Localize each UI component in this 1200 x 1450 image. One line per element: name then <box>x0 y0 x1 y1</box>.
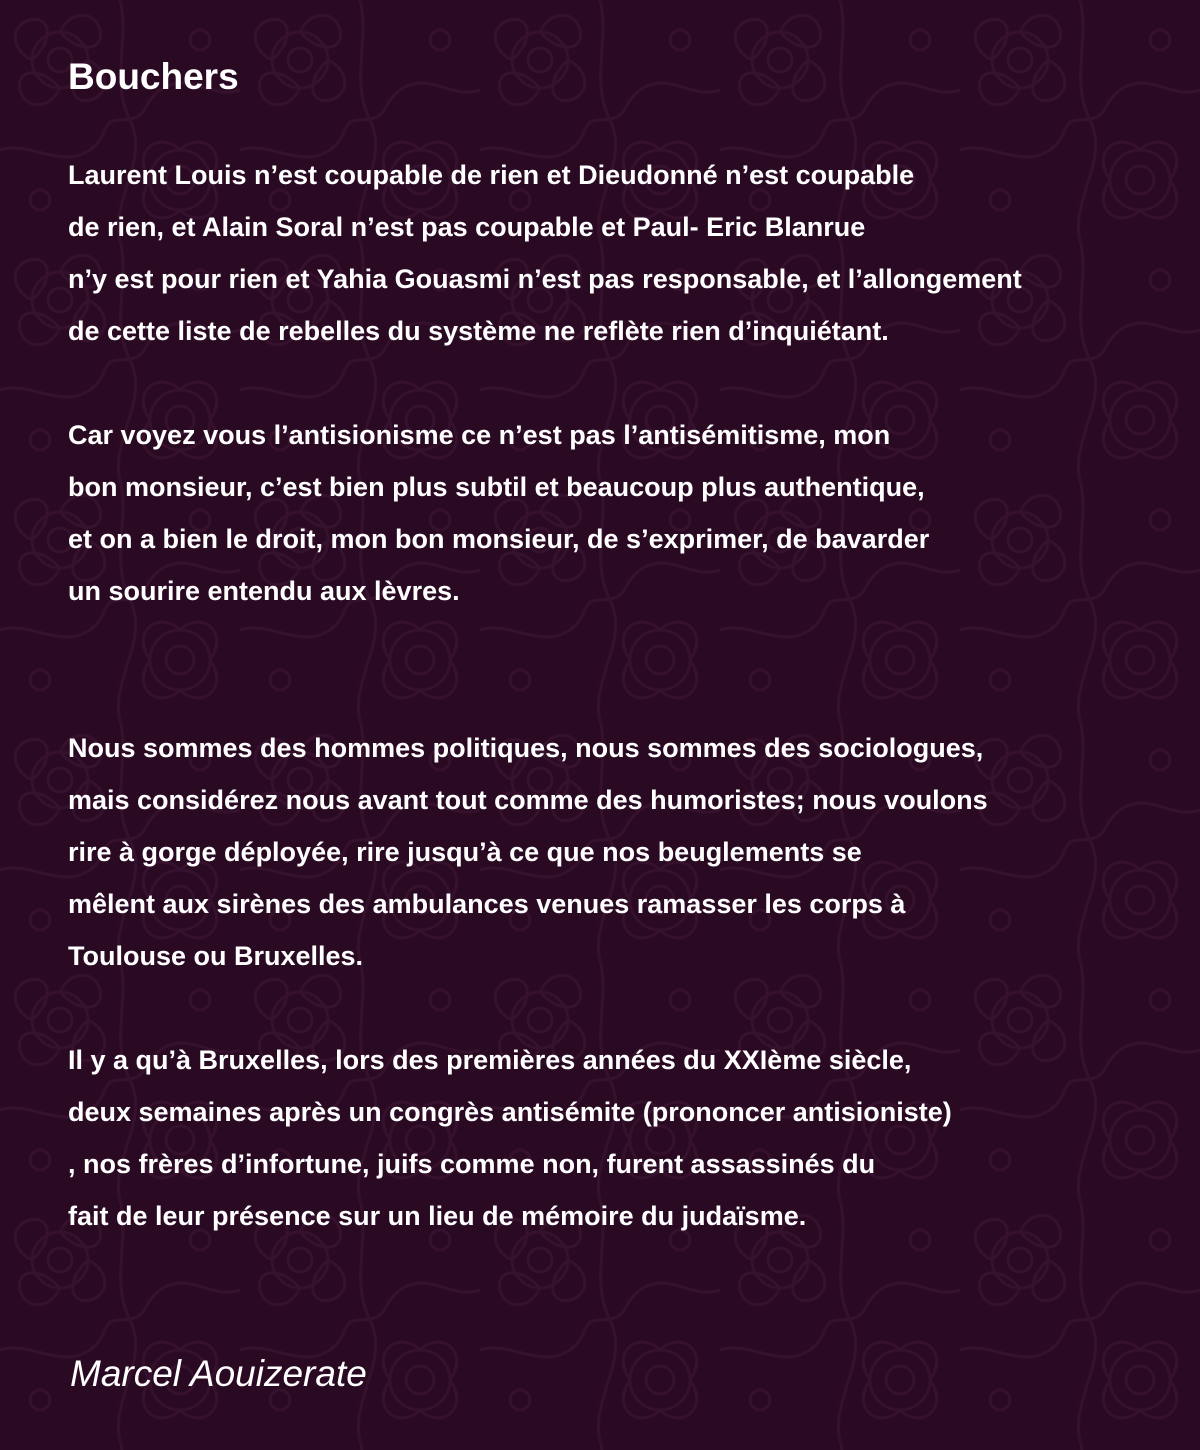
poem-line: , nos frères d’infortune, juifs comme non, furent assassinés du <box>68 1149 876 1179</box>
stanza-4 <box>68 1034 952 1242</box>
poem-line: un sourire entendu aux lèvres. <box>68 576 460 606</box>
poem-line: fait de leur présence sur un lieu de mémoire du judaïsme. <box>68 1201 807 1231</box>
poem-line: Laurent Louis n’est coupable de rien et Dieudonné n’est coupable <box>68 160 915 190</box>
poem-line: rire à gorge déployée, rire jusqu’à ce que nos beuglements se <box>68 837 862 867</box>
stanza-3 <box>68 722 988 982</box>
poem-line: de rien, et Alain Soral n’est pas coupable et Paul- Eric Blanrue <box>68 212 866 242</box>
poem-line: mais considérez nous avant tout comme des humoristes; nous voulons <box>68 785 988 815</box>
poem-line: deux semaines après un congrès antisémite (prononcer antisioniste) <box>68 1097 952 1127</box>
poem-title: Bouchers <box>68 56 239 97</box>
poem-line: Nous sommes des hommes politiques, nous sommes des sociologues, <box>68 733 984 763</box>
poem-line: et on a bien le droit, mon bon monsieur, de s’exprimer, de bavarder <box>68 524 930 554</box>
stanza-2 <box>68 409 929 617</box>
poem-line: Car voyez vous l’antisionisme ce n’est pas l’antisémitisme, mon <box>68 420 891 450</box>
poem-line: Il y a qu’à Bruxelles, lors des premières années du XXIème siècle, <box>68 1045 912 1075</box>
poem-line: de cette liste de rebelles du système ne reflète rien d’inquiétant. <box>68 316 889 346</box>
poem-author: Marcel Aouizerate <box>70 1353 367 1394</box>
poem-line: bon monsieur, c’est bien plus subtil et beaucoup plus authentique, <box>68 472 925 502</box>
stanza-1 <box>68 149 1022 357</box>
poem-line: n’y est pour rien et Yahia Gouasmi n’est pas responsable, et l’allongement <box>68 264 1022 294</box>
poem-line: Toulouse ou Bruxelles. <box>68 941 364 971</box>
poem-line: mêlent aux sirènes des ambulances venues ramasser les corps à <box>68 889 906 919</box>
